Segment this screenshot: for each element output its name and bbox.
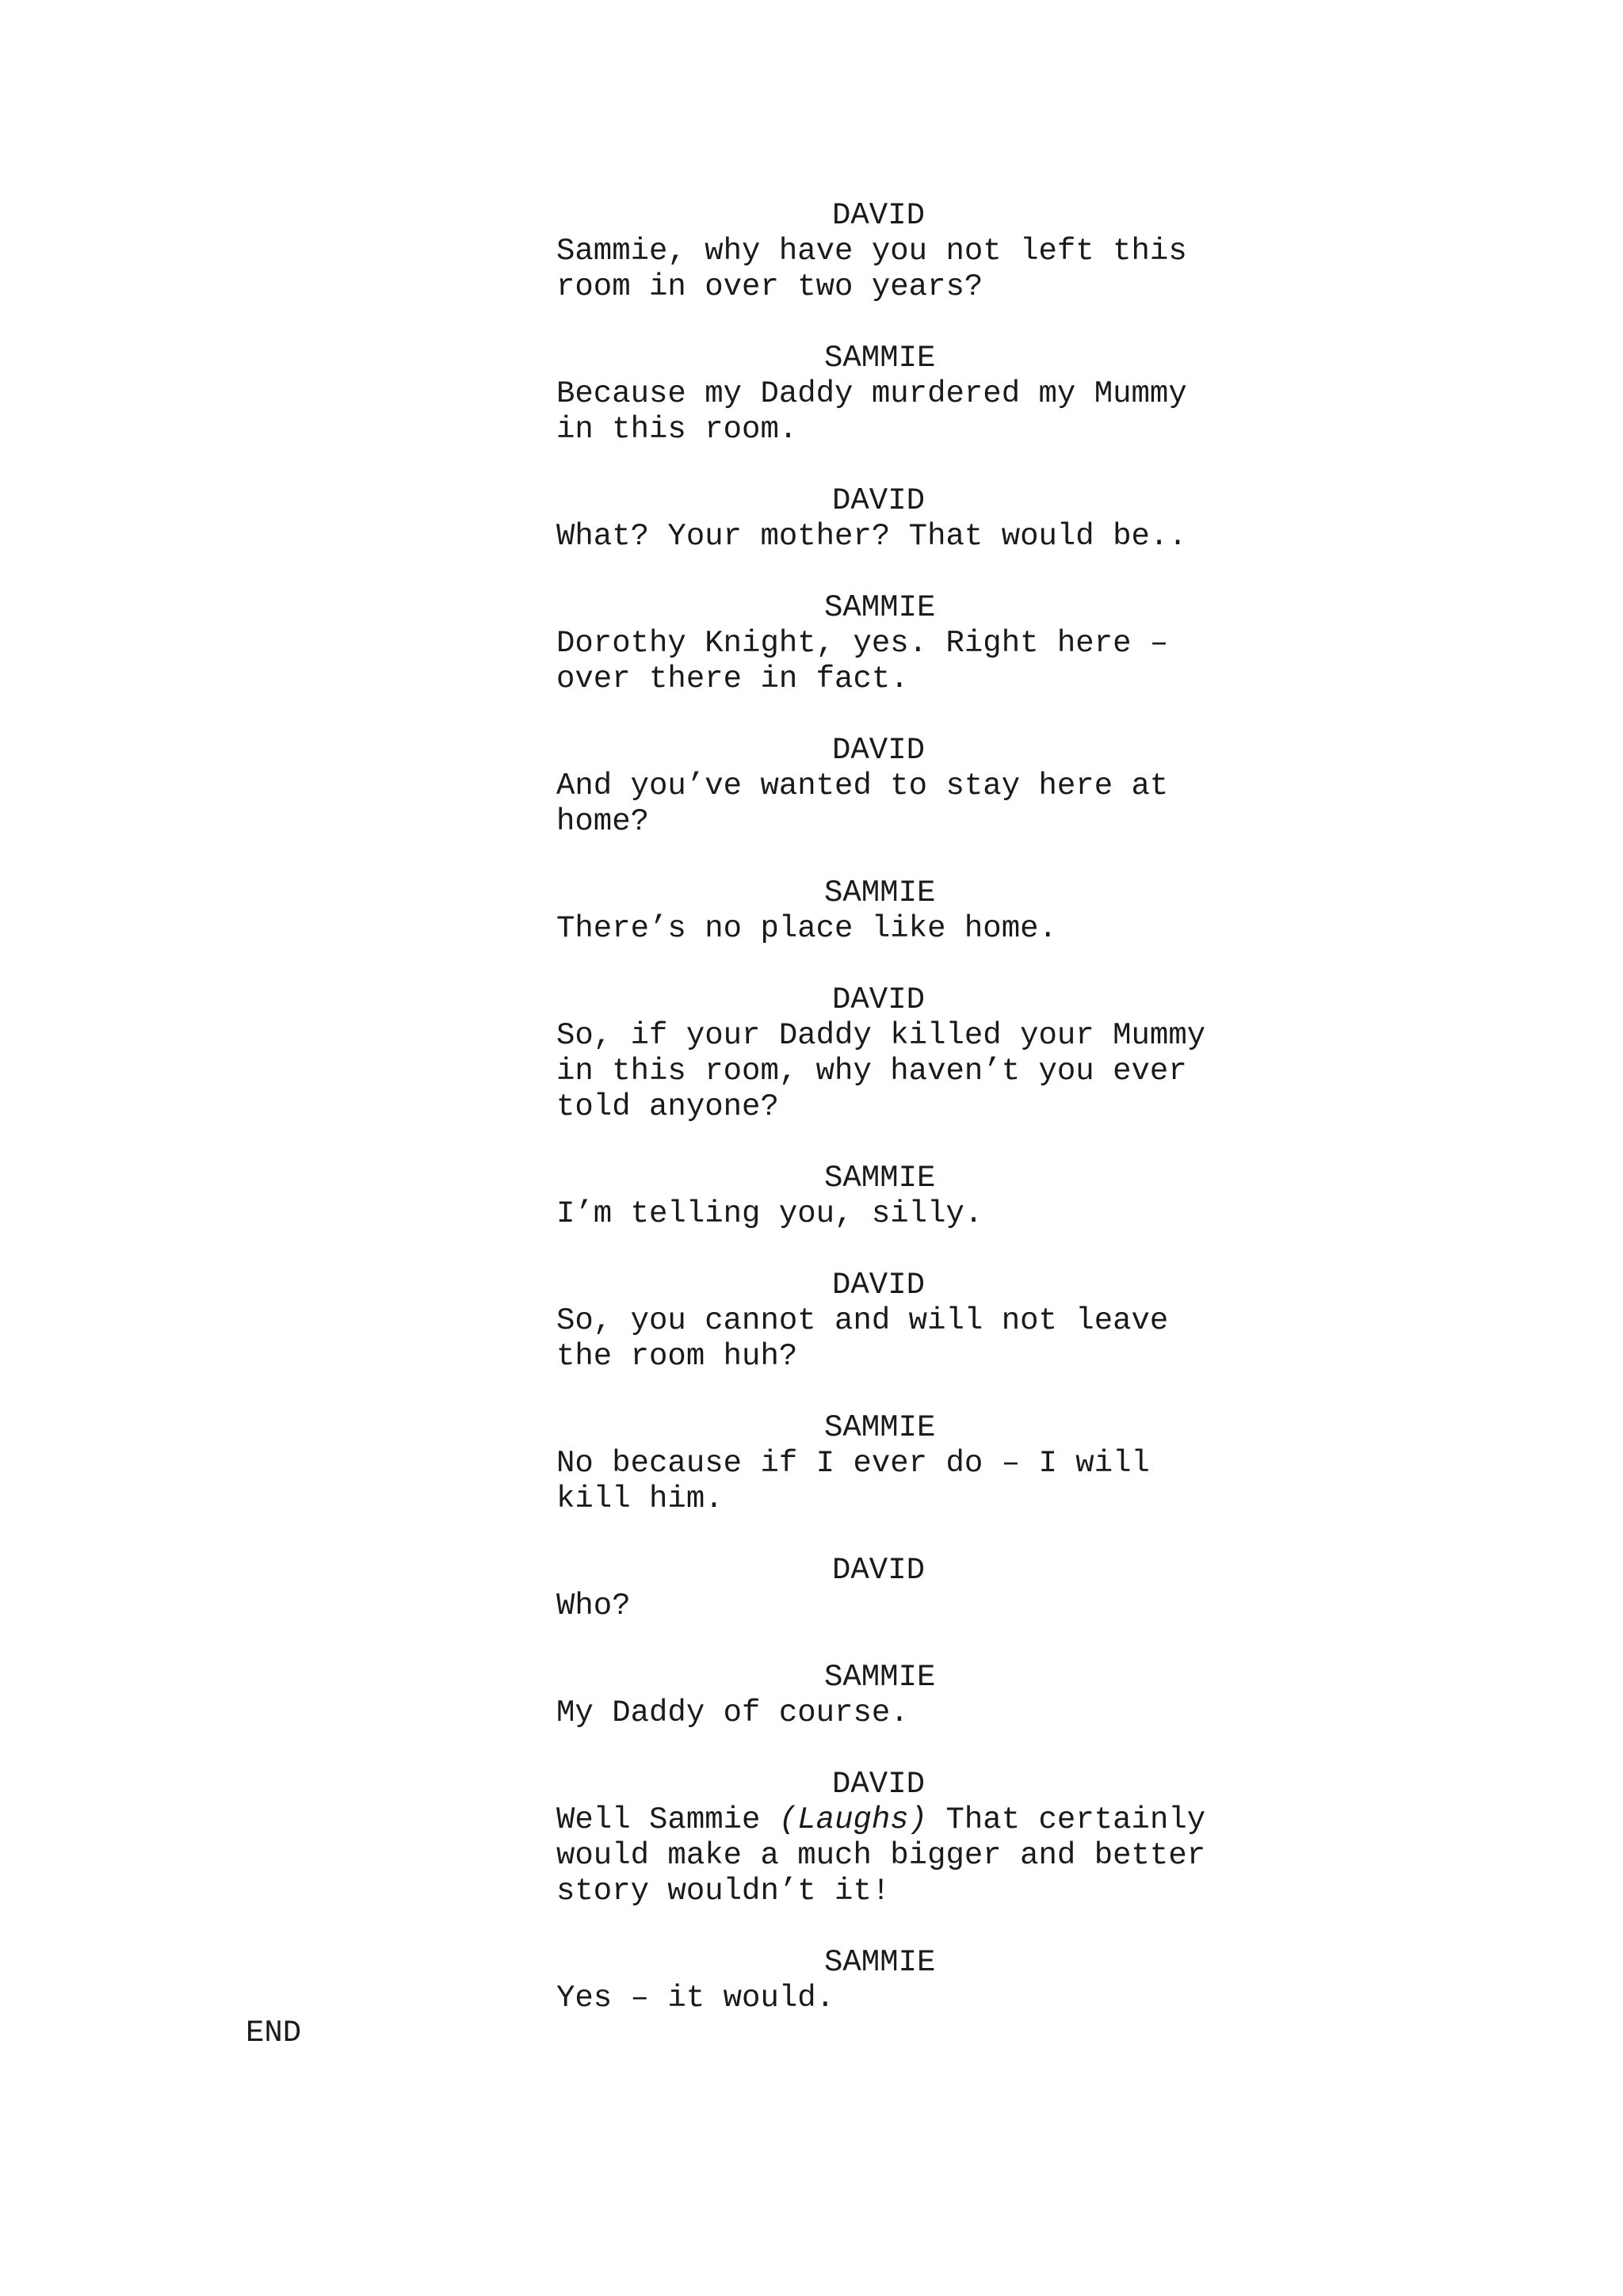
dialogue-block xyxy=(556,198,1238,305)
character-name: DAVID xyxy=(832,733,926,768)
dialogue-block xyxy=(556,1553,1238,1624)
dialogue-line: I’m telling you, silly. xyxy=(556,1196,983,1231)
dialogue-line: Dorothy Knight, yes. Right here – xyxy=(556,626,1169,661)
dialogue-line: home? xyxy=(556,804,650,839)
dialogue-line: And you’ve wanted to stay here at xyxy=(556,769,1169,803)
dialogue-line: Yes – it would. xyxy=(556,1981,835,2016)
parenthetical: (Laughs) xyxy=(778,1802,928,1837)
dialogue-line: in this room, why haven’t you ever xyxy=(556,1054,1187,1089)
character-name: SAMMIE xyxy=(824,1161,936,1196)
dialogue-line: So, you cannot and will not leave xyxy=(556,1303,1169,1338)
dialogue-block xyxy=(556,1410,1238,1517)
character-name: DAVID xyxy=(832,1767,926,1802)
dialogue-block xyxy=(556,1945,1238,2016)
dialogue-line: Sammie, why have you not left this xyxy=(556,234,1187,269)
dialogue-block xyxy=(556,341,1238,448)
dialogue-block xyxy=(556,590,1238,697)
character-name: DAVID xyxy=(832,982,926,1017)
dialogue-line: told anyone? xyxy=(556,1089,779,1124)
dialogue-line: Because my Daddy murdered my Mummy xyxy=(556,376,1187,411)
dialogue-line: Who? xyxy=(556,1589,631,1623)
end-marker: END xyxy=(246,2016,302,2050)
dialogue-text: Well Sammie xyxy=(556,1802,779,1837)
character-name: SAMMIE xyxy=(824,1660,936,1695)
dialogue-line: story wouldn’t it! xyxy=(556,1874,891,1909)
dialogue-line: There’s no place like home. xyxy=(556,911,1057,946)
dialogue-block xyxy=(556,483,1238,555)
dialogue-line: would make a much bigger and better xyxy=(556,1838,1206,1873)
dialogue-block xyxy=(556,1660,1238,1731)
character-name: SAMMIE xyxy=(824,1945,936,1980)
character-name: SAMMIE xyxy=(824,590,936,625)
dialogue-text: That certainly xyxy=(927,1802,1206,1837)
dialogue-line: room in over two years? xyxy=(556,269,983,304)
dialogue-block xyxy=(556,982,1238,1125)
dialogue-line: in this room. xyxy=(556,412,798,447)
character-name: DAVID xyxy=(832,1268,926,1302)
dialogue-line: over there in fact. xyxy=(556,662,909,696)
character-name: SAMMIE xyxy=(824,875,936,910)
dialogue-block xyxy=(556,1268,1238,1375)
character-name: DAVID xyxy=(832,1553,926,1588)
dialogue-line: the room huh? xyxy=(556,1339,798,1374)
character-name: DAVID xyxy=(832,198,926,233)
dialogue-line: No because if I ever do – I will xyxy=(556,1446,1150,1481)
dialogue-block xyxy=(556,1161,1238,1232)
dialogue-line: My Daddy of course. xyxy=(556,1695,909,1730)
dialogue-line: So, if your Daddy killed your Mummy xyxy=(556,1018,1206,1053)
character-name: DAVID xyxy=(832,483,926,518)
dialogue-block xyxy=(556,1767,1238,1909)
dialogue-line: What? Your mother? That would be.. xyxy=(556,519,1187,554)
character-name: SAMMIE xyxy=(824,1410,936,1445)
dialogue-block xyxy=(556,875,1238,947)
character-name: SAMMIE xyxy=(824,341,936,376)
dialogue-line xyxy=(556,1802,1238,1838)
dialogue-block xyxy=(556,733,1238,840)
dialogue-line: kill him. xyxy=(556,1482,724,1516)
